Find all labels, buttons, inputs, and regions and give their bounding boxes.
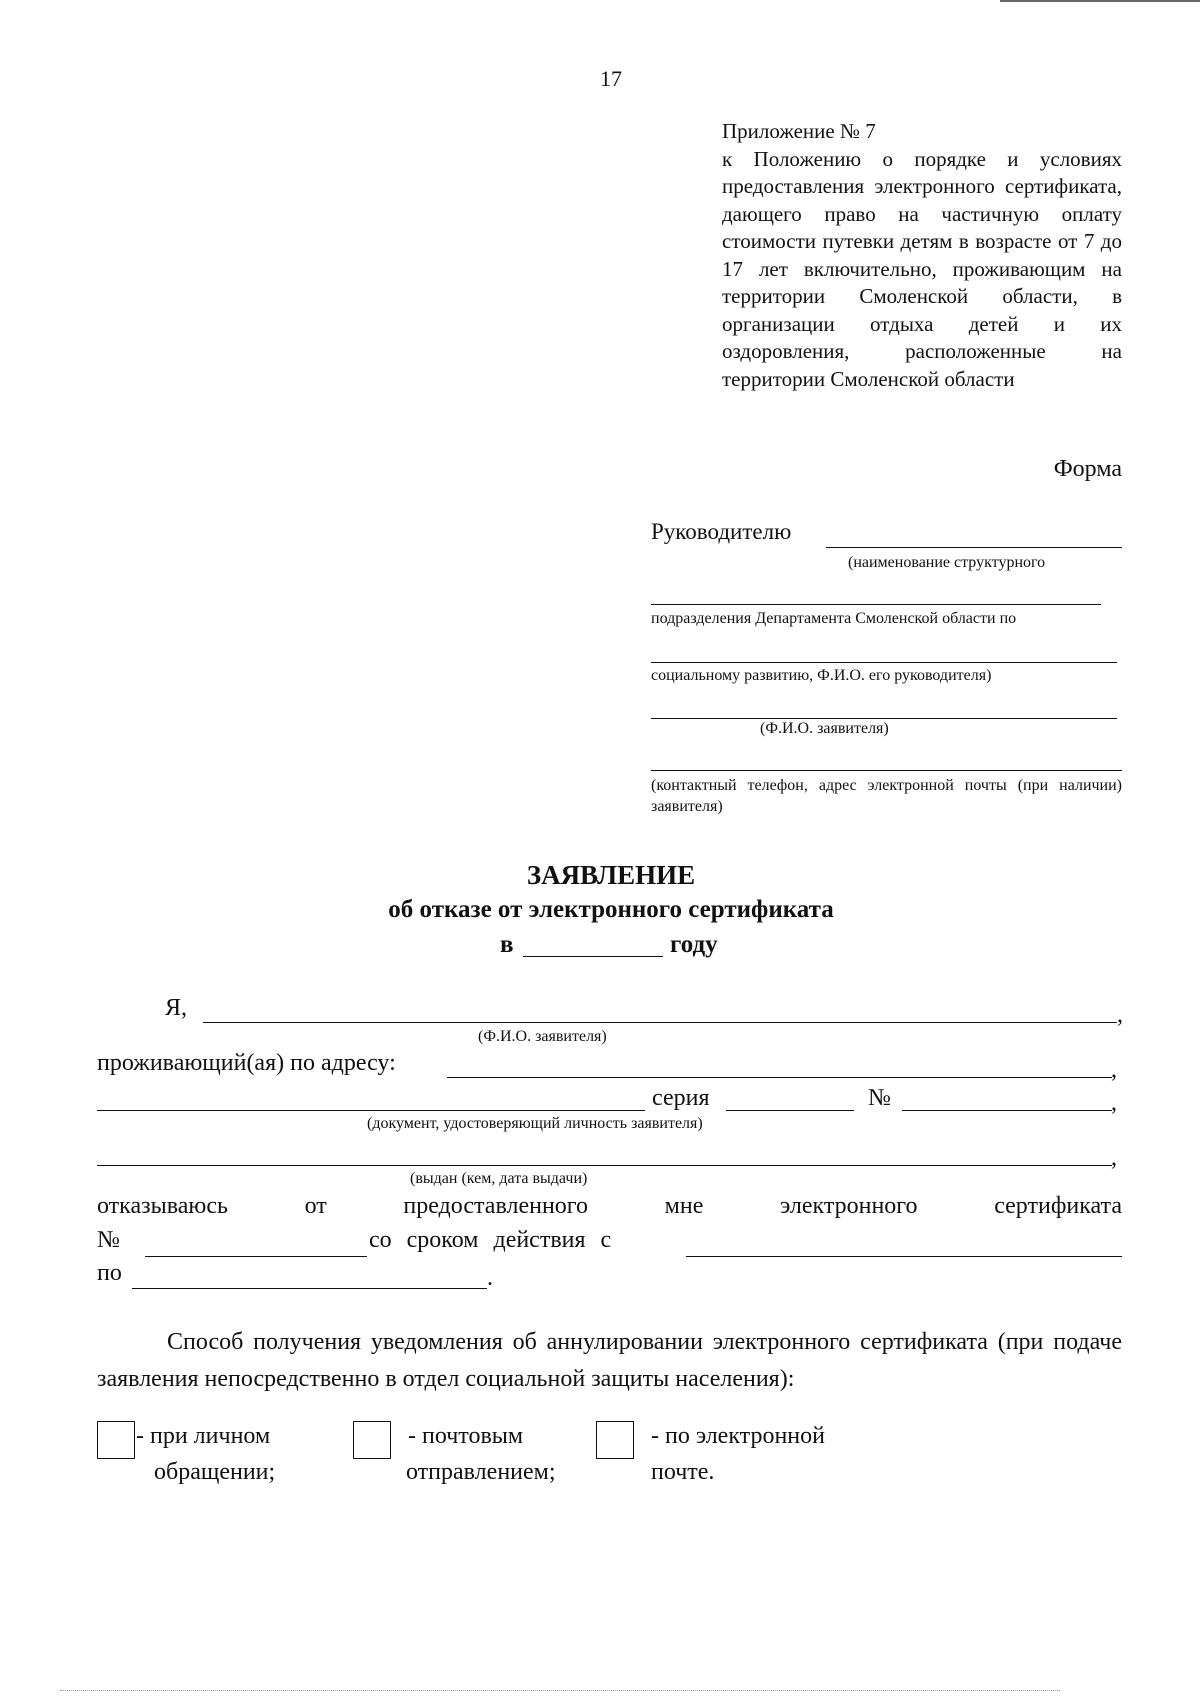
i-label: Я, bbox=[165, 995, 188, 1021]
doc-number-field[interactable] bbox=[902, 1110, 1112, 1111]
doc-number-label: № bbox=[868, 1085, 891, 1111]
validity-label: со сроком действия с bbox=[369, 1227, 612, 1253]
addressee-caption-1: (наименование структурного bbox=[848, 554, 1046, 571]
year-suffix: году bbox=[670, 931, 718, 958]
validity-to-field[interactable] bbox=[132, 1288, 487, 1289]
checkbox-by-post[interactable] bbox=[353, 1421, 391, 1459]
addressee-caption-2: подразделения Департамента Смоленской области по bbox=[651, 610, 1017, 627]
series-label: серия bbox=[652, 1085, 710, 1111]
form-label: Форма bbox=[1053, 456, 1122, 482]
applicant-fio-field[interactable] bbox=[203, 1022, 1117, 1023]
option-by-post bbox=[408, 1418, 556, 1490]
notice-paragraph bbox=[97, 1324, 1122, 1398]
addressee-unit-line-2[interactable] bbox=[651, 604, 1101, 605]
comma-2: , bbox=[1111, 1057, 1117, 1083]
option-in-person bbox=[136, 1418, 275, 1490]
addressee-caption-3: социальному развитию, Ф.И.О. его руководителя) bbox=[651, 667, 992, 684]
checkbox-in-person[interactable] bbox=[97, 1421, 135, 1459]
option-by-email-line1: - по электронной bbox=[651, 1423, 825, 1449]
id-document-field[interactable] bbox=[97, 1110, 645, 1111]
refusal-word-3: предоставленного bbox=[403, 1193, 589, 1219]
doc-caption: (документ, удостоверяющий личность заявителя) bbox=[367, 1115, 703, 1132]
notice-text: Способ получения уведомления об аннулировании электронного сертификата (при подаче заявления непосредственно в отдел социальной защиты населения): bbox=[97, 1329, 1122, 1392]
cert-number-label: № bbox=[97, 1227, 120, 1253]
comma-4: , bbox=[1111, 1145, 1117, 1171]
refusal-word-6: сертификата bbox=[994, 1193, 1122, 1219]
series-field[interactable] bbox=[726, 1110, 854, 1111]
fio-caption: (Ф.И.О. заявителя) bbox=[478, 1028, 607, 1045]
refusal-line bbox=[97, 1193, 1122, 1220]
document-title: ЗАЯВЛЕНИЕ bbox=[526, 860, 696, 890]
validity-from-field[interactable] bbox=[686, 1256, 1122, 1257]
issued-by-field[interactable] bbox=[97, 1165, 1112, 1166]
option-by-post-line1: - почтовым bbox=[408, 1423, 524, 1449]
option-by-email-line2: почте. bbox=[651, 1459, 715, 1485]
refusal-word-1: отказываюсь bbox=[97, 1193, 228, 1219]
page-number: 17 bbox=[600, 66, 622, 91]
scan-artifact-top bbox=[1000, 0, 1200, 2]
scan-artifact-bottom bbox=[60, 1690, 1060, 1691]
address-field[interactable] bbox=[447, 1077, 1112, 1078]
cert-number-field[interactable] bbox=[145, 1256, 367, 1257]
addressee-unit-line[interactable] bbox=[826, 547, 1122, 548]
period: . bbox=[487, 1265, 493, 1291]
until-label: по bbox=[97, 1260, 122, 1286]
refusal-word-2: от bbox=[304, 1193, 327, 1219]
appendix-block bbox=[722, 118, 1122, 393]
comma-1: , bbox=[1117, 1002, 1123, 1028]
applicant-contact-line[interactable] bbox=[651, 770, 1122, 771]
issued-caption: (выдан (кем, дата выдачи) bbox=[410, 1170, 588, 1187]
comma-3: , bbox=[1111, 1090, 1117, 1116]
appendix-body: к Положению о порядке и условиях предоставления электронного сертификата, дающего право на частичную оплату стоимости путевки детям в возрасте от 7 до 17 лет включительно, проживающим на территории Смоленской области, в организации отдыха детей и их оздоровления, расположенные на территории Смоленской области bbox=[722, 146, 1122, 391]
year-field[interactable] bbox=[523, 956, 663, 957]
applicant-name-line[interactable] bbox=[651, 718, 1117, 719]
option-by-email bbox=[651, 1418, 825, 1490]
addressee-caption-4: (Ф.И.О. заявителя) bbox=[760, 720, 889, 737]
address-label: проживающий(ая) по адресу: bbox=[97, 1050, 396, 1076]
addressee-head-line[interactable] bbox=[651, 662, 1117, 663]
document-subtitle: об отказе от электронного сертификата bbox=[388, 896, 834, 923]
refusal-word-4: мне bbox=[664, 1193, 704, 1219]
addressee-caption-5: (контактный телефон, адрес электронной почты (при наличии) заявителя) bbox=[651, 777, 1122, 815]
addressee-label: Руководителю bbox=[651, 519, 792, 544]
appendix-title: Приложение № 7 bbox=[722, 119, 876, 143]
option-by-post-line2: отправлением; bbox=[406, 1459, 556, 1485]
year-prefix: в bbox=[500, 931, 514, 958]
checkbox-by-email[interactable] bbox=[596, 1421, 634, 1459]
option-in-person-line1: - при личном bbox=[136, 1423, 271, 1449]
option-in-person-line2: обращении; bbox=[154, 1459, 276, 1485]
refusal-word-5: электронного bbox=[780, 1193, 918, 1219]
